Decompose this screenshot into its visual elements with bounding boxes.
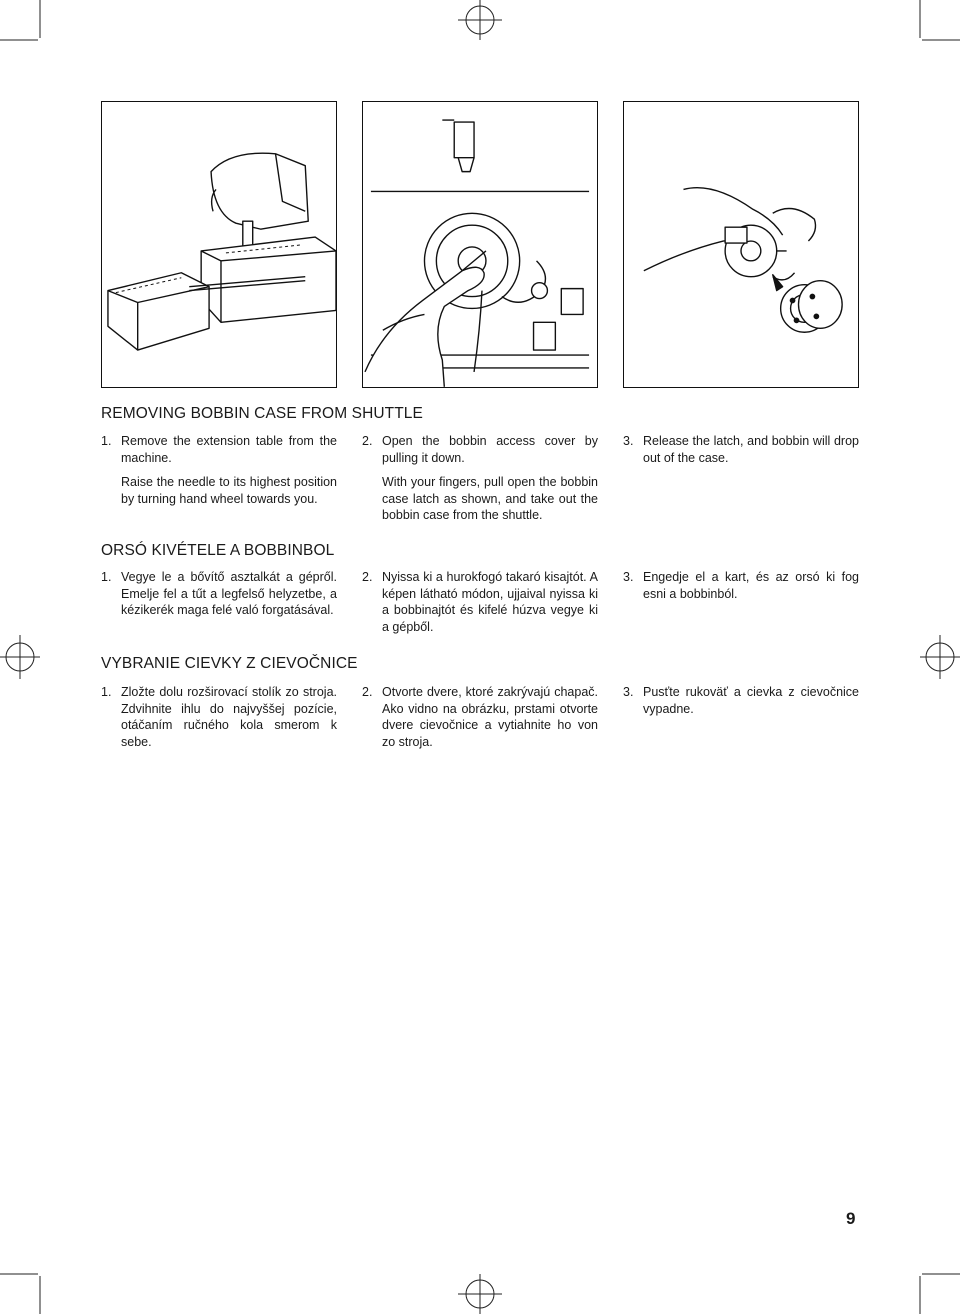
step-number: 2. bbox=[362, 685, 373, 699]
step-number: 3. bbox=[623, 570, 634, 584]
step-text: Nyissa ki a hurokfogó takaró kisajtót. A képen látható módon, ujjaival nyissa ki a bobbinajtót és kifelé húzva vegye ki a gépből. bbox=[382, 570, 598, 634]
step-2-slovak bbox=[362, 684, 598, 750]
section-heading-english: REMOVING BOBBIN CASE FROM SHUTTLE bbox=[101, 405, 423, 422]
step-3-english bbox=[623, 433, 859, 466]
step-text: Vegye le a bővítő asztalkát a gépről. Emelje fel a tűt a legfelső helyzetbe, a kézikerék maga felé való forgatásával. bbox=[121, 570, 337, 617]
step-3-slovak bbox=[623, 684, 859, 717]
step-1-english bbox=[101, 433, 337, 507]
step-number: 2. bbox=[362, 570, 373, 584]
step-number: 1. bbox=[101, 570, 112, 584]
illustration-open-bobbin-latch bbox=[362, 101, 598, 388]
step-number: 2. bbox=[362, 434, 373, 448]
step-text: Engedje el a kart, és az orsó ki fog esni a bobbinból. bbox=[643, 570, 859, 601]
sewing-machine-illustration bbox=[102, 102, 336, 387]
step-text: Raise the needle to its highest position by turning hand wheel towards you. bbox=[121, 475, 337, 506]
illustration-release-bobbin bbox=[623, 101, 859, 388]
step-3-hungarian bbox=[623, 569, 859, 602]
illustration-remove-extension-table bbox=[101, 101, 337, 388]
step-text: Zložte dolu rozširovací stolík zo stroja. Zdvihnite ihlu do najvyššej pozície, otáčaním ručného kola smerom k sebe. bbox=[121, 685, 337, 749]
step-text: Open the bobbin access cover by pulling it down. bbox=[382, 434, 598, 465]
step-number: 1. bbox=[101, 434, 112, 448]
step-2-english bbox=[362, 433, 598, 524]
section-heading-slovak: VYBRANIE CIEVKY Z CIEVOČNICE bbox=[101, 655, 358, 672]
step-2-hungarian bbox=[362, 569, 598, 635]
step-1-hungarian bbox=[101, 569, 337, 619]
step-1-slovak bbox=[101, 684, 337, 750]
step-text: Otvorte dvere, ktoré zakrývajú chapač. Ako vidno na obrázku, prstami otvorte dvere cievočnice a vytiahnite ho von zo stroja. bbox=[382, 685, 598, 749]
bobbin-latch-illustration bbox=[363, 102, 597, 387]
step-number: 1. bbox=[101, 685, 112, 699]
step-number: 3. bbox=[623, 434, 634, 448]
step-text: Release the latch, and bobbin will drop out of the case. bbox=[643, 434, 859, 465]
section-heading-hungarian: ORSÓ KIVÉTELE A BOBBINBOL bbox=[101, 542, 335, 559]
step-text: With your fingers, pull open the bobbin case latch as shown, and take out the bobbin case from the shuttle. bbox=[382, 475, 598, 522]
step-text: Pusťte rukoväť a cievka z cievočnice vypadne. bbox=[643, 685, 859, 716]
page-number: 9 bbox=[846, 1209, 856, 1228]
bobbin-drop-illustration bbox=[624, 102, 858, 387]
step-text: Remove the extension table from the machine. bbox=[121, 434, 337, 465]
step-number: 3. bbox=[623, 685, 634, 699]
